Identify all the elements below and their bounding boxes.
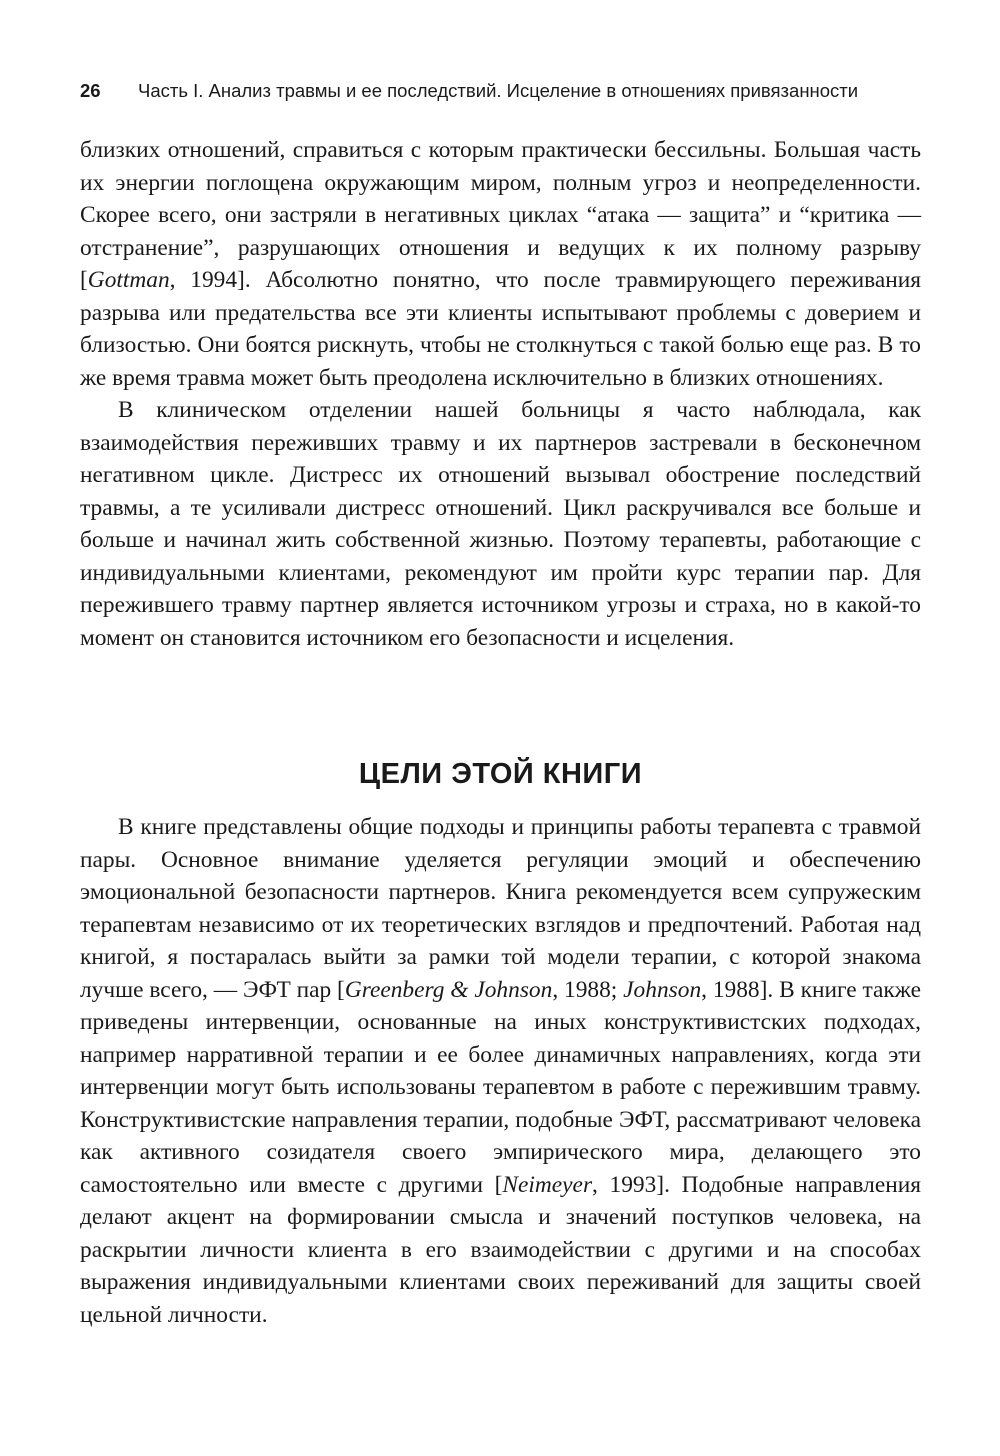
paragraph-3-text-a: В книге представлены общие подходы и принципы работы терапевта с травмой пары. Основное внимание уделяется регуляции эмоций и обеспечению эмоциональной безопасности партнеров. Книга рекомендуется всем супружеским терапевтам независимо от их теоретических взглядов и предпочтений. Работая над книгой, я постаралась выйти за рамки той модели терапии, с которой знакома лучше всего, — ЭФТ пар [: [80, 814, 921, 1003]
paragraph-1-text-b: , 1994]. Абсолютно понятно, что после травмирующего переживания разрыва или предательства все эти клиенты испытывают проблемы с доверием и близостью. Они боятся рискнуть, чтобы не столкнуться с такой болью еще раз. В то же время травма может быть преодолена исключительно в близких отношениях.: [80, 267, 921, 391]
paragraph-1-text-a: близких отношений, справиться с которым практически бессильны. Большая часть их энергии поглощена окружающим миром, полным угроз и неопределенности. Скорее всего, они застряли в негативных циклах “атака — защита” и “критика — отстранение”, разрушающих отношения и ведущих к их полному разрыву [: [80, 137, 921, 293]
paragraph-3: [80, 811, 921, 1331]
running-title: Часть I. Анализ травмы и ее последствий. Исцеление в отношениях привязанности: [138, 80, 859, 101]
citation-greenberg-johnson: Greenberg & Johnson: [344, 976, 553, 1003]
paragraph-1: [80, 134, 921, 394]
paragraph-3-text-c: , 1988]. В книге также приведены интервенции, основанные на иных конструктивистских подходах, например нарративной терапии и ее более динамичных направлениях, когда эти интервенции могут быть использованы терапевтом в работе с пережившим травму. Конструктивистские направления терапии, подобные ЭФТ, рассматривают человека как активного созидателя своего эмпирического мира, делающего это самостоятельно или вместе с другими [: [80, 976, 921, 1198]
page-number: 26: [80, 80, 101, 101]
paragraph-2: В клиническом отделении нашей больницы я часто наблюдала, как взаимодействия переживших травму и их партнеров застревали в бесконечном негативном цикле. Дистресс их отношений вызывал обострение последствий травмы, а те усиливали дистресс отношений. Цикл раскручивался все больше и больше и начинал жить собственной жизнью. Поэтому терапевты, работающие с индивидуальными клиентами, рекомендуют им пройти курс терапии пар. Для пережившего травму партнер является источником угрозы и страха, но в какой-то момент он становится источником его безопасности и исцеления.: [80, 397, 921, 651]
text-block-bottom: [80, 811, 921, 1331]
citation-johnson: Johnson: [623, 976, 702, 1003]
text-block-top: [80, 134, 921, 654]
paragraph-3-text-d: , 1993]. Подобные направления делают акцент на формировании смысла и значений поступков человека, на раскрытии личности клиента в его взаимодействии с другими и на способах выражения индивидуальными клиентами своих переживаний для защиты своей цельной личности.: [80, 1171, 921, 1328]
citation-gottman: Gottman: [87, 267, 170, 293]
running-head: [80, 78, 940, 104]
paragraph-3-text-b: , 1988;: [552, 976, 624, 1003]
citation-neimeyer: Neimeyer: [502, 1171, 593, 1198]
section-heading: ЦЕЛИ ЭТОЙ КНИГИ: [358, 758, 643, 790]
